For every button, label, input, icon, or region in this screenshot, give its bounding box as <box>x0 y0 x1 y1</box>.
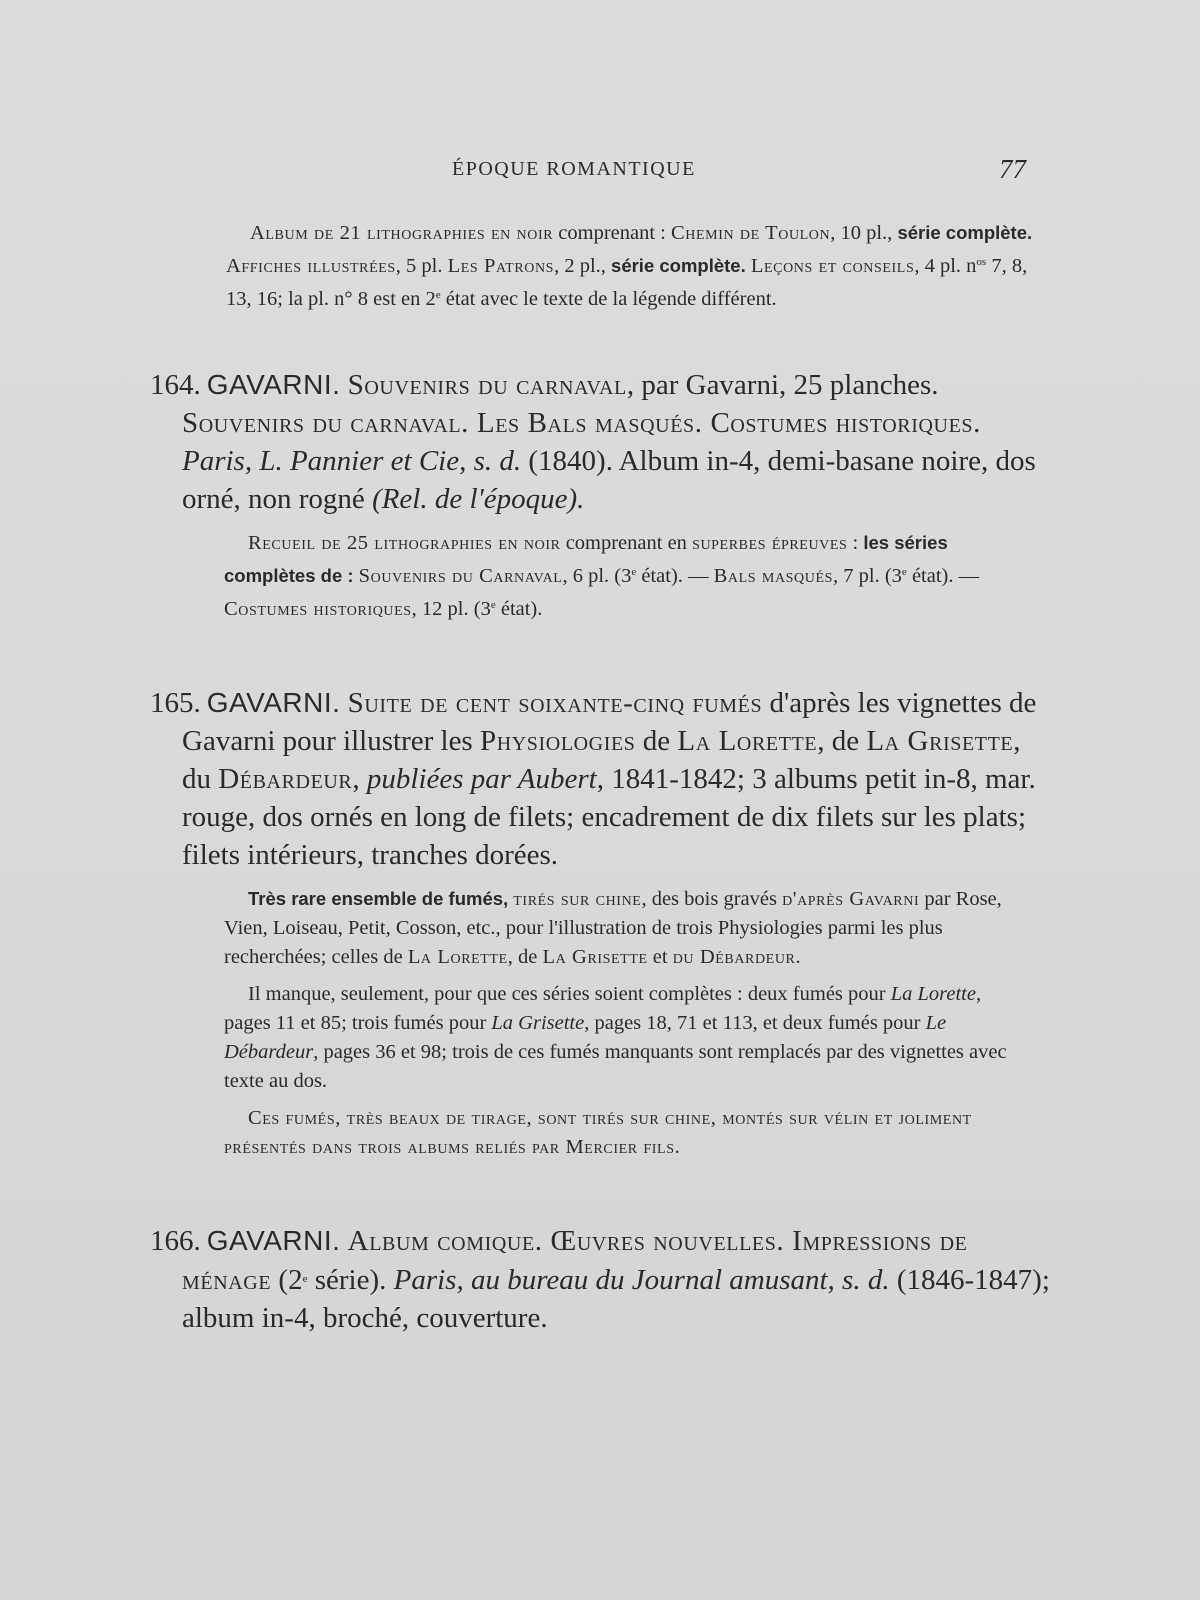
note-text: d'après Gavarni <box>782 888 920 910</box>
running-head <box>0 154 1200 188</box>
catalog-entry-164 <box>150 366 1050 632</box>
note-bold-text: série complète. <box>897 222 1033 243</box>
superscript: e <box>631 566 637 578</box>
entry-text: (1840). Album in-4, demi-basane noire, dos orné, non rogné <box>182 445 1036 515</box>
entry-text: , de <box>817 725 867 757</box>
entry-heading <box>150 684 1050 874</box>
note-text: , 4 pl. n <box>914 255 977 277</box>
note-text: par Rose, Vien, Loiseau, Petit, Cosson, etc., pour l'illustration de trois Physiologies parmi les plus recherchées; celles de <box>224 888 1002 968</box>
entry-heading <box>150 1222 1050 1337</box>
entry-title: La Lorette <box>677 725 818 757</box>
entry-note <box>224 528 1020 624</box>
entry-note <box>224 980 1020 1096</box>
note-text: état). — <box>636 565 714 587</box>
note-text: Chemin de Toulon <box>671 222 831 244</box>
entry-title: Physiologies <box>479 725 636 757</box>
note-text: Leçons et conseils <box>750 255 915 277</box>
entry-number: 164. <box>150 369 201 401</box>
note-text: Recueil de 25 lithographies en noir <box>248 532 561 554</box>
entry-title: Album comique. Œuvres nouvelles. Impressions de ménage <box>182 1225 968 1296</box>
note-bold-text: série complète. <box>611 255 746 276</box>
note-text: Les Patrons <box>447 255 555 277</box>
superscript: e <box>901 566 907 578</box>
entry-imprint: publiées par Aubert <box>366 763 597 795</box>
page-number: 77 <box>999 154 1026 184</box>
note-text: , 7 pl. (3 <box>833 565 902 587</box>
note-text: , pages 36 et 98; trois de ces fumés manquants sont remplacés par des vignettes avec texte au dos. <box>224 1041 1007 1092</box>
entry-imprint: Paris, au bureau du Journal amusant, s. d. <box>393 1264 890 1296</box>
note-italic-text: La Grisette <box>491 1012 585 1034</box>
entry-text: série). <box>307 1264 394 1296</box>
entry-binding: (Rel. de l'époque). <box>372 483 585 515</box>
note-text: : <box>847 532 864 554</box>
superscript: e <box>302 1273 308 1285</box>
note-text: , 10 pl., <box>830 222 898 244</box>
note-text: et <box>647 946 673 968</box>
note-italic-text: La Lorette <box>890 983 976 1005</box>
note-text: , pages 11 et 85; trois fumés pour <box>224 983 982 1034</box>
note-text: Costumes historiques <box>224 598 412 620</box>
superscript: e <box>435 289 441 301</box>
catalog-entry-165 <box>150 684 1050 1170</box>
entry-title: Souvenirs du carnaval <box>347 369 627 401</box>
entry-text: de <box>635 725 678 757</box>
note-text: 7, 8, 13, 16; la pl. n° 8 est en 2 <box>226 255 1028 310</box>
note-text: . <box>795 946 801 968</box>
entry-text <box>340 687 347 719</box>
note-text: état). <box>495 598 543 620</box>
note-text: , 2 pl., <box>554 255 612 277</box>
entry-text: , du <box>182 725 1021 795</box>
entry-text <box>340 369 347 401</box>
note-text: , de <box>507 946 543 968</box>
note-text: comprenant en <box>560 532 693 554</box>
entry-text: , 1841-1842; 3 albums petit in-8, mar. rouge, dos ornés en long de filets; encadrement de dix filets sur les plats; filets intérieurs, tranches dorées. <box>182 763 1036 871</box>
entry-text: d'après les vignettes de Gavarni pour illustrer les <box>182 687 1037 757</box>
entry-notes <box>150 884 1020 1162</box>
note-text: superbes épreuves <box>692 532 848 554</box>
note-text: Ces fumés, très beaux de tirage, sont tirés sur chine, montés sur vélin et joliment présentés dans trois albums reliés par Mercier fils. <box>224 1107 972 1158</box>
note-text: du Débardeur <box>672 946 796 968</box>
entry-text: , <box>352 763 367 795</box>
entry-artist: GAVARNI. <box>206 1225 341 1256</box>
note-text: Bals masqués <box>713 565 834 587</box>
note-text: , 6 pl. (3 <box>562 565 632 587</box>
note-bold-text: Très rare ensemble de fumés, <box>248 888 509 909</box>
note-text: Il manque, seulement, pour que ces séries soient complètes : deux fumés pour <box>248 983 891 1005</box>
entry-imprint: Paris, L. Pannier et Cie, s. d. <box>182 445 522 477</box>
entry-text: (2 <box>271 1264 303 1296</box>
note-text: La Lorette <box>407 946 508 968</box>
entry-title: La Grisette <box>866 725 1014 757</box>
entry-notes <box>150 528 1020 624</box>
note-italic-text: Le Débardeur <box>224 1012 947 1063</box>
note-bold-text: les séries complètes de : <box>224 532 948 586</box>
catalog-entry-166 <box>150 1222 1050 1337</box>
entry-title: Souvenirs du carnaval. Les Bals masqués. Costumes historiques. <box>182 407 981 439</box>
entry-number: 166. <box>150 1225 201 1257</box>
entry-heading <box>150 366 1050 518</box>
superscript: e <box>490 599 496 611</box>
note-text: état avec le texte de la légende différent. <box>440 288 777 310</box>
running-title: ÉPOQUE ROMANTIQUE <box>452 158 696 180</box>
entry-title: Suite de cent soixante-cinq fumés <box>347 687 763 719</box>
note-text: , des bois gravés <box>641 888 783 910</box>
note-text: tirés sur chine <box>513 888 642 910</box>
note-text: , 12 pl. (3 <box>411 598 491 620</box>
entry-note <box>224 884 1020 972</box>
note-text: Album de 21 lithographies en noir <box>250 222 554 244</box>
entry-artist: GAVARNI. <box>206 369 341 400</box>
superscript: os <box>976 256 987 268</box>
note-text: , 5 pl. <box>395 255 448 277</box>
entry-text <box>340 1225 347 1257</box>
note-text: Souvenirs du Carnaval <box>358 565 563 587</box>
note-text: Affiches illustrées <box>226 255 396 277</box>
entry-text: , par Gavarni, 25 planches. <box>626 369 939 401</box>
entry-title: Débardeur <box>218 763 353 795</box>
note-text: , pages 18, 71 et 113, et deux fumés pour <box>584 1012 926 1034</box>
entry-number: 165. <box>150 687 201 719</box>
note-text: état). — <box>906 565 980 587</box>
note-text: comprenant : <box>553 222 672 244</box>
note-text: La Grisette <box>542 946 648 968</box>
entry-text: (1846-1847); album in-4, broché, couverture. <box>182 1264 1050 1334</box>
intro-note <box>226 218 1046 314</box>
entry-artist: GAVARNI. <box>206 687 341 718</box>
entry-note <box>224 1104 1020 1162</box>
